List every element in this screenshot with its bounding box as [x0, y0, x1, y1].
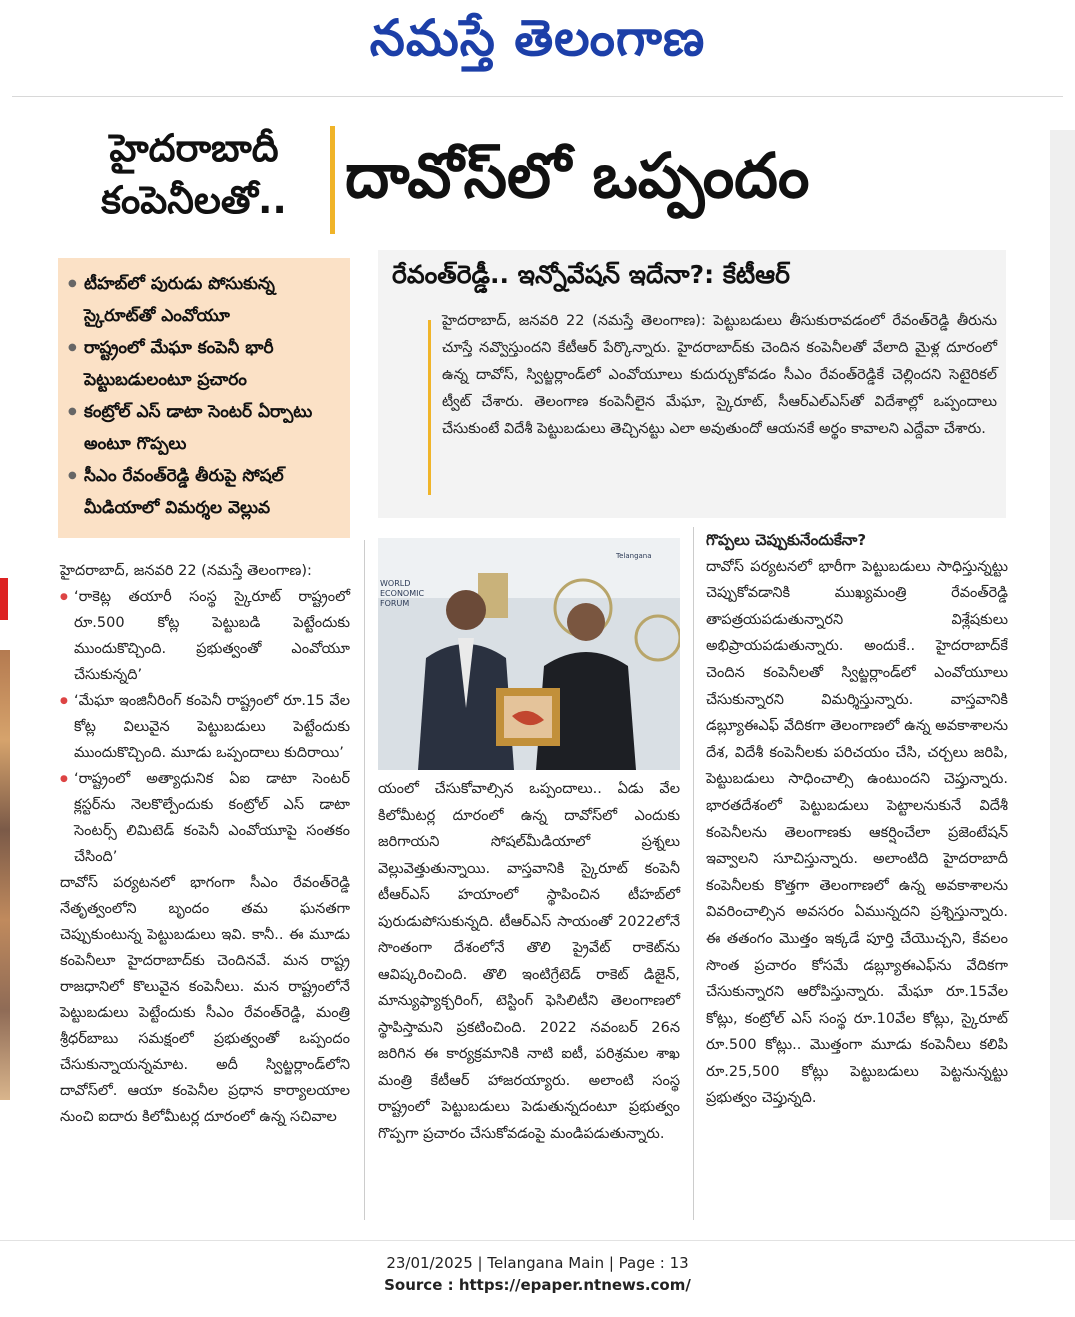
masthead-rule — [12, 96, 1063, 97]
claim-item: ● ‘రాష్ట్రంలో అత్యాధునిక ఏఐ డాటా సెంటర్ క్లస్టర్‌ను నెలకొల్పేందుకు కంట్రోల్ ఎస్ డాటా సెంటర్స్ లిమిటెడ్ కంపెనీ ఎంవోయూపై సంతకం చేసింది’ — [60, 766, 350, 870]
photo-illustration — [378, 538, 680, 770]
column-3-body: దావోస్ పర్యటనలో భారీగా పెట్టుబడులు సాధిస్తున్నట్టు చెప్పుకోవడానికి ముఖ్యమంత్రి రేవంత్‌రెడ్డి తాపత్రయపడుతున్నారని విశ్లేషకులు అభిప్రాయపడుతున్నారు. అందుకే.. హైదరాబాద్‌కే చెందిన కంపెనీలతో స్విట్జర్లాండ్‌లో ఎంవోయూలు చేసుకున్నారని విమర్శిస్తున్నారు. వాస్తవానికి డబ్ల్యూఈఎఫ్ వేదికగా తెలంగాణలో ఉన్న అవకాశాలను దేశ, విదేశీ కంపెనీలకు పరిచయం చేసి, చర్చలు జరిపి, పెట్టుబడులు సాధించాల్సి ఉంటుందని చెప్తున్నారు. భారతదేశంలో పెట్టుబడులు పెట్టాలనుకునే విదేశీ కంపెనీలను తెలంగాణకు ఆకర్షించేలా ప్రజెంటేషన్ ఇవ్వాలని సూచిస్తున్నారు. అలాంటిది హైదరాబాదీ కంపెనీలకు కొత్తగా తెలంగాణలో ఉన్న అవకాశాలను వివరించాల్సిన అవసరం ఏమున్నదని ప్రశ్నిస్తున్నారు. ఈ తతంగం మొత్తం ఇక్కడే పూర్తి చేయొచ్చని, కేవలం సొంత ప్రచారం కోసమే డబ్ల్యూఈఎఫ్‌ను వేదికగా చేసుకున్నారని ఆరోపిస్తున్నారు. మేఘా రూ.15వేల కోట్లు, కంట్రోల్ ఎస్ సంస్థ రూ.10వేల కోట్లు, స్కైరూట్ రూ.500 కోట్లు.. మొత్తంగా మూడు కంపెనీలు కలిపి రూ.25,500 కోట్లు పెట్టుబడులు పెట్టనున్నట్టు ప్రభుత్వం చెప్తున్నది. — [706, 558, 1008, 1107]
adjacent-page-edge — [1050, 130, 1075, 1220]
ktr-headline: రేవంత్‌రెడ్డీ.. ఇన్నోవేషన్ ఇదేనా?: కేటీఆర్ — [392, 260, 790, 289]
adjacent-page-red-mark — [0, 578, 8, 620]
highlight-item: ● సీఎం రేవంత్‌రెడ్డి తీరుపై సోషల్ మీడియాలో విమర్శల వెల్లువ — [70, 460, 344, 524]
article-column-2: యంలో చేసుకోవాల్సిన ఒప్పందాలు.. ఏడు వేల కిలోమీటర్ల దూరంలో ఉన్న దావోస్‌లో ఎందుకు జరిగాయని సోషల్‌మీడియాలో ప్రశ్నలు వెల్లువెత్తుతున్నాయి. వాస్తవానికి స్కైరూట్ కంపెనీ టీఆర్‌ఎస్ హయాంలో స్థాపించిన టీహబ్‌లో పురుడుపోసుకున్నది. టీఆర్‌ఎస్ సాయంతో 2022లోనే సొంతంగా దేశంలోనే తొలి ప్రైవేట్ రాకెట్‌ను ఆవిష్కరించింది. తొలి ఇంటిగ్రేటెడ్ రాకెట్ డిజైన్, మాన్యుఫ్యాక్చరింగ్, టెస్టింగ్ ఫెసిలిటీని తెలంగాణలో స్థాపిస్తామని ప్రకటించింది. 2022 నవంబర్ 26న జరిగిన ఈ కార్యక్రమానికి నాటి ఐటీ, పరిశ్రమల శాఖ మంత్రి కేటీఆర్ హాజరయ్యారు. అలాంటి సంస్థ రాష్ట్రంలో పెట్టుబడులు పెడుతున్నదంటూ ప్రభుత్వం గొప్పగా ప్రచారం చేసుకోవడంపై మండిపడుతున్నారు. — [378, 781, 680, 1142]
column-divider — [693, 527, 694, 1220]
claim-item: ● ‘మేఘా ఇంజినీరింగ్ కంపెనీ రాష్ట్రంలో రూ.15 వేల కోట్ల విలువైన పెట్టుబడులు పెట్టేందుకు ముందుకొచ్చింది. మూడు ఒప్పందాలు కుదిరాయి’ — [60, 688, 350, 766]
footer-source-link[interactable]: Source : https://epaper.ntnews.com/ — [384, 1276, 691, 1294]
masthead — [0, 0, 1075, 80]
wef-banner-line2: ECONOMIC — [380, 589, 425, 598]
highlight-item: ● కంట్రోల్ ఎస్ డాటా సెంటర్ ఏర్పాటు అంటూ గొప్పలు — [70, 396, 344, 460]
highlight-item: ● టీహబ్‌లో పురుడు పోసుకున్న స్కైరూట్‌తో ఎంవోయూ — [70, 268, 344, 332]
headline-left-line2: కంపెనీలతో.. — [101, 178, 287, 222]
news-photo — [378, 538, 680, 770]
highlights-box — [58, 258, 350, 538]
footer-rule — [0, 1240, 1075, 1241]
headline-divider — [330, 126, 335, 234]
headline-left — [58, 122, 330, 226]
claim-item: ● ‘రాకెట్ల తయారీ సంస్థ స్కైరూట్ రాష్ట్రంలో రూ.500 కోట్ల పెట్టుబడి పెట్టేందుకు ముందుకొచ్చింది. ప్రభుత్వంతో ఎంవోయూ చేసుకున్నది’ — [60, 584, 350, 688]
ktr-body: హైదరాబాద్, జనవరి 22 (నమస్తే తెలంగాణ): పెట్టుబడులు తీసుకురావడంలో రేవంత్‌రెడ్డి తీరును చూస్తే నవ్వొస్తుందని కేటీఆర్ పేర్కొన్నారు. హైదరాబాద్‌కు చెందిన కంపెనీలతో వేలాది మైళ్ల దూరంలో ఉన్న దావోస్, స్విట్జర్లాండ్‌లో ఎంవోయూలు కుదుర్చుకోవడం సీఎం రేవంత్‌రెడ్డికే చెల్లిందని సెటైరికల్ ట్వీట్ చేశారు. తెలంగాణ కంపెనీలైన మేఘా, స్కైరూట్, సీఆర్‌ఎల్‌ఎస్‌తో విదేశాల్లో ఒప్పందాలు చేసుకుంటే విదేశీ పెట్టుబడులు తెచ్చినట్టు ఎలా అవుతుందో ఆయనకే అర్థం కావాలని ఎద్దేవా చేశారు. — [442, 313, 997, 437]
ktr-accent-bar — [428, 320, 431, 495]
headline-left-line1: హైదరాబాదీ — [109, 126, 279, 170]
wef-banner-line1: WORLD — [380, 579, 411, 588]
wef-banner-line3: FORUM — [380, 599, 410, 608]
article-column-1 — [60, 558, 350, 1130]
headline-main: దావోస్‌లో ఒప్పందం — [345, 139, 810, 212]
masthead-title: నమస్తే తెలంగాణ — [369, 8, 706, 67]
column-divider — [364, 540, 365, 1220]
column-1-body: దావోస్ పర్యటనలో భాగంగా సీఎం రేవంత్‌రెడ్డి నేతృత్వంలోని బృందం తమ ఘనతగా చెప్పుకుంటున్న పెట్టుబడులు ఇవి. కానీ.. ఈ మూడు కంపెనీలూ హైదరాబాద్‌కు చెందినవే. మన రాష్ట్ర రాజధానిలో కొలువైన కంపెనీలు. మన రాష్ట్రంలోనే పెట్టుబడులు పెట్టేందుకు సీఎం రేవంత్‌రెడ్డి, మంత్రి శ్రీధర్‌బాబు సమక్షంలో ప్రభుత్వంతో ఒప్పందం చేసుకున్నాయన్నమాట. అదీ స్విట్జర్లాండ్‌లోని దావోస్‌లో. ఆయా కంపెనీల ప్రధాన కార్యాలయాల నుంచి ఐదారు కిలోమీటర్ల దూరంలో ఉన్న సచివాల — [60, 875, 350, 1125]
article-column-3 — [706, 527, 1008, 1112]
subheading: గొప్పలు చెప్పుకునేందుకేనా? — [706, 531, 867, 549]
highlight-item: ● రాష్ట్రంలో మేఘా కంపెనీ భారీ పెట్టుబడులంటూ ప్రచారం — [70, 332, 344, 396]
footer-edition-line: 23/01/2025 | Telangana Main | Page : 13 — [386, 1254, 689, 1272]
board-label: Telangana — [616, 552, 652, 560]
dateline: హైదరాబాద్, జనవరి 22 (నమస్తే తెలంగాణ): — [60, 563, 312, 579]
adjacent-page-photo-edge — [0, 650, 10, 1100]
